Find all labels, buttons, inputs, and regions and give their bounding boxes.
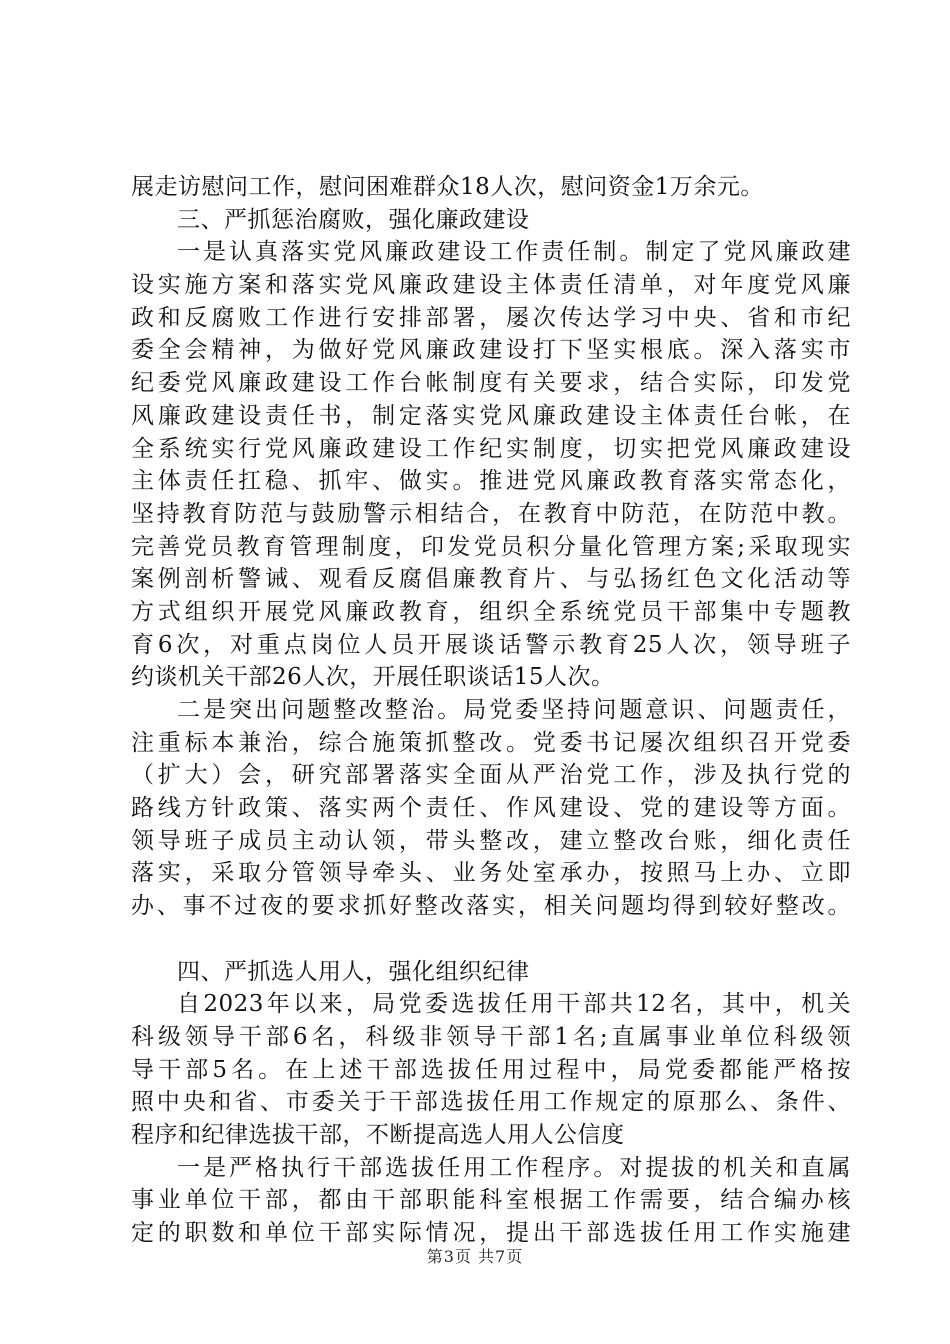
text-line: 程序和纪律选拔干部，不断提高选人用人公信度	[131, 1121, 625, 1148]
text-line: 落实，采取分管领导牵头、业务处室承办，按照马上办、立即	[131, 860, 851, 887]
text-line: 案例剖析警诫、观看反腐倡廉教育片、与弘扬红色文化活动等	[131, 566, 851, 593]
text-line: 纪委党风廉政建设工作台帐制度有关要求，结合实际，印发党	[131, 370, 851, 397]
text-line: 展走访慰问工作，慰问困难群众18人次，慰问资金1万余元。	[131, 174, 764, 200]
text-line: 办、事不过夜的要求抓好整改落实，相关问题均得到较好整改。	[131, 893, 851, 920]
text-line: 约谈机关干部26人次，开展任职谈话15人次。	[131, 664, 615, 691]
text-line: 一是严格执行干部选拔任用工作程序。对提拔的机关和直属	[177, 1154, 851, 1181]
text-line: 方式组织开展党风廉政教育，组织全系统党员干部集中专题教	[131, 598, 851, 625]
text-line: 路线方针政策、落实两个责任、作风建设、党的建设等方面。	[131, 795, 851, 822]
text-line: 全系统实行党风廉政建设工作纪实制度，切实把党风廉政建设	[131, 435, 851, 462]
text-line: 自2023年以来，局党委选拔任用干部共12名，其中，机关	[177, 991, 851, 1018]
section-heading: 三、严抓惩治腐败，强化廉政建设	[177, 206, 530, 233]
page-number-footer: 第3页 共7页	[426, 1247, 524, 1266]
text-line: 注重标本兼治，综合施策抓整改。党委书记屡次组织召开党委	[131, 729, 851, 756]
text-line: 领导班子成员主动认领，带头整改，建立整改台账，细化责任	[131, 827, 851, 854]
text-line: 委全会精神，为做好党风廉政建设打下坚实根底。深入落实市	[131, 337, 851, 364]
text-line: 设实施方案和落实党风廉政建设主体责任清单，对年度党风廉	[131, 272, 851, 299]
text-line: 定的职数和单位干部实际情况，提出干部选拔任用工作实施建	[131, 1220, 851, 1246]
text-line: 育6次，对重点岗位人员开展谈话警示教育25人次，领导班子	[131, 631, 851, 658]
paragraph-gap	[131, 923, 851, 956]
text-line: （扩大）会，研究部署落实全面从严治党工作，涉及执行党的	[131, 762, 851, 789]
text-line: 照中央和省、市委关于干部选拔任用工作规定的原那么、条件、	[131, 1089, 851, 1116]
text-line: 风廉政建设责任书，制定落实党风廉政建设主体责任台帐，在	[131, 402, 851, 429]
text-line: 导干部5名。在上述干部选拔任用过程中，局党委都能严格按	[131, 1056, 851, 1083]
text-line: 一是认真落实党风廉政建设工作责任制。制定了党风廉政建	[177, 239, 851, 266]
text-line: 政和反腐败工作进行安排部署，屡次传达学习中央、省和市纪	[131, 304, 851, 331]
document-body	[131, 171, 851, 1250]
text-line: 二是突出问题整改整治。局党委坚持问题意识、问题责任，	[177, 697, 851, 723]
text-line: 事业单位干部，都由干部职能科室根据工作需要，结合编办核	[131, 1187, 851, 1214]
text-line: 坚持教育防范与鼓励警示相结合，在教育中防范，在防范中教。	[131, 500, 851, 527]
text-line: 科级领导干部6名，科级非领导干部1名;直属事业单位科级领	[131, 1023, 851, 1050]
text-line: 主体责任扛稳、抓牢、做实。推进党风廉政教育落实常态化，	[131, 468, 851, 495]
section-heading: 四、严抓选人用人，强化组织纪律	[177, 958, 530, 985]
text-line: 完善党员教育管理制度，印发党员积分量化管理方案;采取现实	[131, 533, 851, 560]
